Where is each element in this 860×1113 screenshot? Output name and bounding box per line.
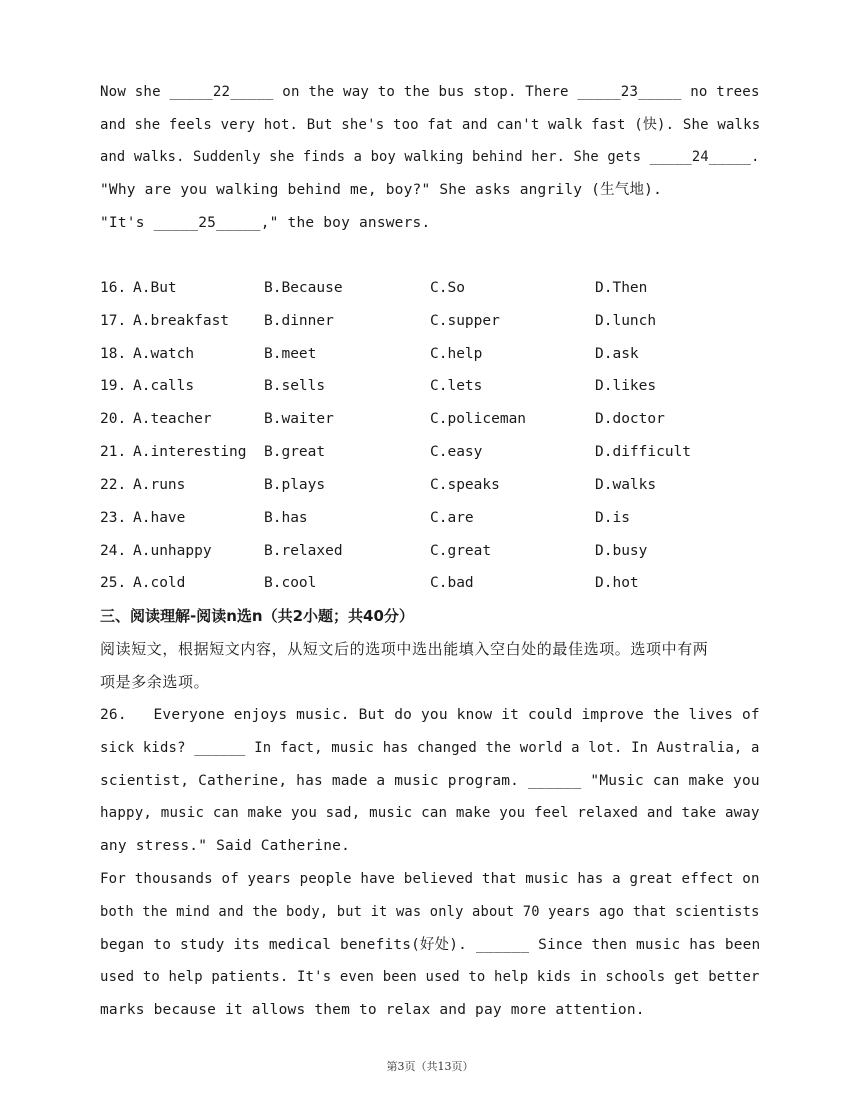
question-number: 18. <box>100 346 127 362</box>
option-c: C.great <box>430 543 492 559</box>
passage-line: any stress." Said Catherine. <box>100 838 351 854</box>
passage-line: marks because it allows them to relax and pay more attention. <box>100 1002 645 1018</box>
option-b: B.waiter <box>264 411 334 427</box>
option-a: A.runs <box>133 477 186 493</box>
option-c: C.speaks <box>430 477 500 493</box>
option-c: C.policeman <box>430 411 527 427</box>
question-number: 23. <box>100 510 127 526</box>
option-b: B.great <box>264 444 326 460</box>
option-c: C.are <box>430 510 474 526</box>
option-d: D.ask <box>595 346 639 362</box>
option-row <box>100 278 648 298</box>
question-number: 19. <box>100 378 127 394</box>
option-c: C.easy <box>430 444 483 460</box>
option-b: B.dinner <box>264 313 334 329</box>
passage-line: 26. Everyone enjoys music. But do you know it could improve the lives of <box>100 707 760 723</box>
instruction-line: 阅读短文，根据短文内容，从短文后的选项中选出能填入空白处的最佳选项。选项中有两 <box>100 640 709 658</box>
option-b: B.cool <box>264 575 317 591</box>
option-d: D.likes <box>595 378 657 394</box>
option-d: D.walks <box>595 477 657 493</box>
option-d: D.difficult <box>595 444 692 460</box>
option-row <box>100 475 657 495</box>
passage-line: happy, music can make you sad, music can make you feel relaxed and take away <box>100 805 760 821</box>
option-b: B.plays <box>264 477 326 493</box>
option-a: A.cold <box>133 575 186 591</box>
option-c: C.bad <box>430 575 474 591</box>
option-b: B.has <box>264 510 308 526</box>
option-d: D.lunch <box>595 313 657 329</box>
option-a: A.calls <box>133 378 195 394</box>
option-d: D.is <box>595 510 630 526</box>
question-number: 25. <box>100 575 127 591</box>
option-row <box>100 508 630 528</box>
question-number: 20. <box>100 411 127 427</box>
instruction-line: 项是多余选项。 <box>100 673 210 691</box>
passage-line: "Why are you walking behind me, boy?" She asks angrily (生气地). <box>100 182 663 198</box>
option-c: C.lets <box>430 378 483 394</box>
section-heading: 三、阅读理解-阅读n选n（共2小题；共40分） <box>100 607 414 625</box>
passage-line: began to study its medical benefits(好处). ______ Since then music has been <box>100 937 761 953</box>
option-row <box>100 409 665 429</box>
option-row <box>100 344 639 364</box>
option-b: B.sells <box>264 378 326 394</box>
question-number: 22. <box>100 477 127 493</box>
option-a: A.breakfast <box>133 313 230 329</box>
passage-line: and walks. Suddenly she finds a boy walking behind her. She gets _____24_____. <box>100 149 760 165</box>
option-row <box>100 376 657 396</box>
option-row <box>100 442 692 462</box>
option-d: D.hot <box>595 575 639 591</box>
option-a: A.teacher <box>133 411 212 427</box>
option-c: C.So <box>430 280 465 296</box>
option-b: B.meet <box>264 346 317 362</box>
option-a: A.But <box>133 280 177 296</box>
passage-line: and she feels very hot. But she's too fat and can't walk fast (快). She walks <box>100 117 761 133</box>
option-a: A.watch <box>133 346 195 362</box>
option-d: D.doctor <box>595 411 665 427</box>
passage-line: For thousands of years people have believed that music has a great effect on <box>100 871 760 887</box>
passage-line: "It's _____25_____," the boy answers. <box>100 215 431 231</box>
question-number: 21. <box>100 444 127 460</box>
question-number: 16. <box>100 280 127 296</box>
option-d: D.busy <box>595 543 648 559</box>
passage-line: sick kids? ______ In fact, music has changed the world a lot. In Australia, a <box>100 740 760 756</box>
option-c: C.help <box>430 346 483 362</box>
option-b: B.Because <box>264 280 343 296</box>
passage-line: Now she _____22_____ on the way to the bus stop. There _____23_____ no trees <box>100 84 760 100</box>
option-row <box>100 541 648 561</box>
option-a: A.have <box>133 510 186 526</box>
option-b: B.relaxed <box>264 543 343 559</box>
option-d: D.Then <box>595 280 648 296</box>
option-row <box>100 311 657 331</box>
passage-line: scientist, Catherine, has made a music program. ______ "Music can make you <box>100 773 760 789</box>
passage-line: used to help patients. It's even been used to help kids in schools get better <box>100 969 760 985</box>
option-a: A.unhappy <box>133 543 212 559</box>
option-row <box>100 573 639 593</box>
option-c: C.supper <box>430 313 500 329</box>
question-number: 24. <box>100 543 127 559</box>
question-number: 17. <box>100 313 127 329</box>
passage-line: both the mind and the body, but it was only about 70 years ago that scientists <box>100 904 760 920</box>
option-a: A.interesting <box>133 444 247 460</box>
page-footer: 第3页（共13页） <box>386 1060 474 1073</box>
